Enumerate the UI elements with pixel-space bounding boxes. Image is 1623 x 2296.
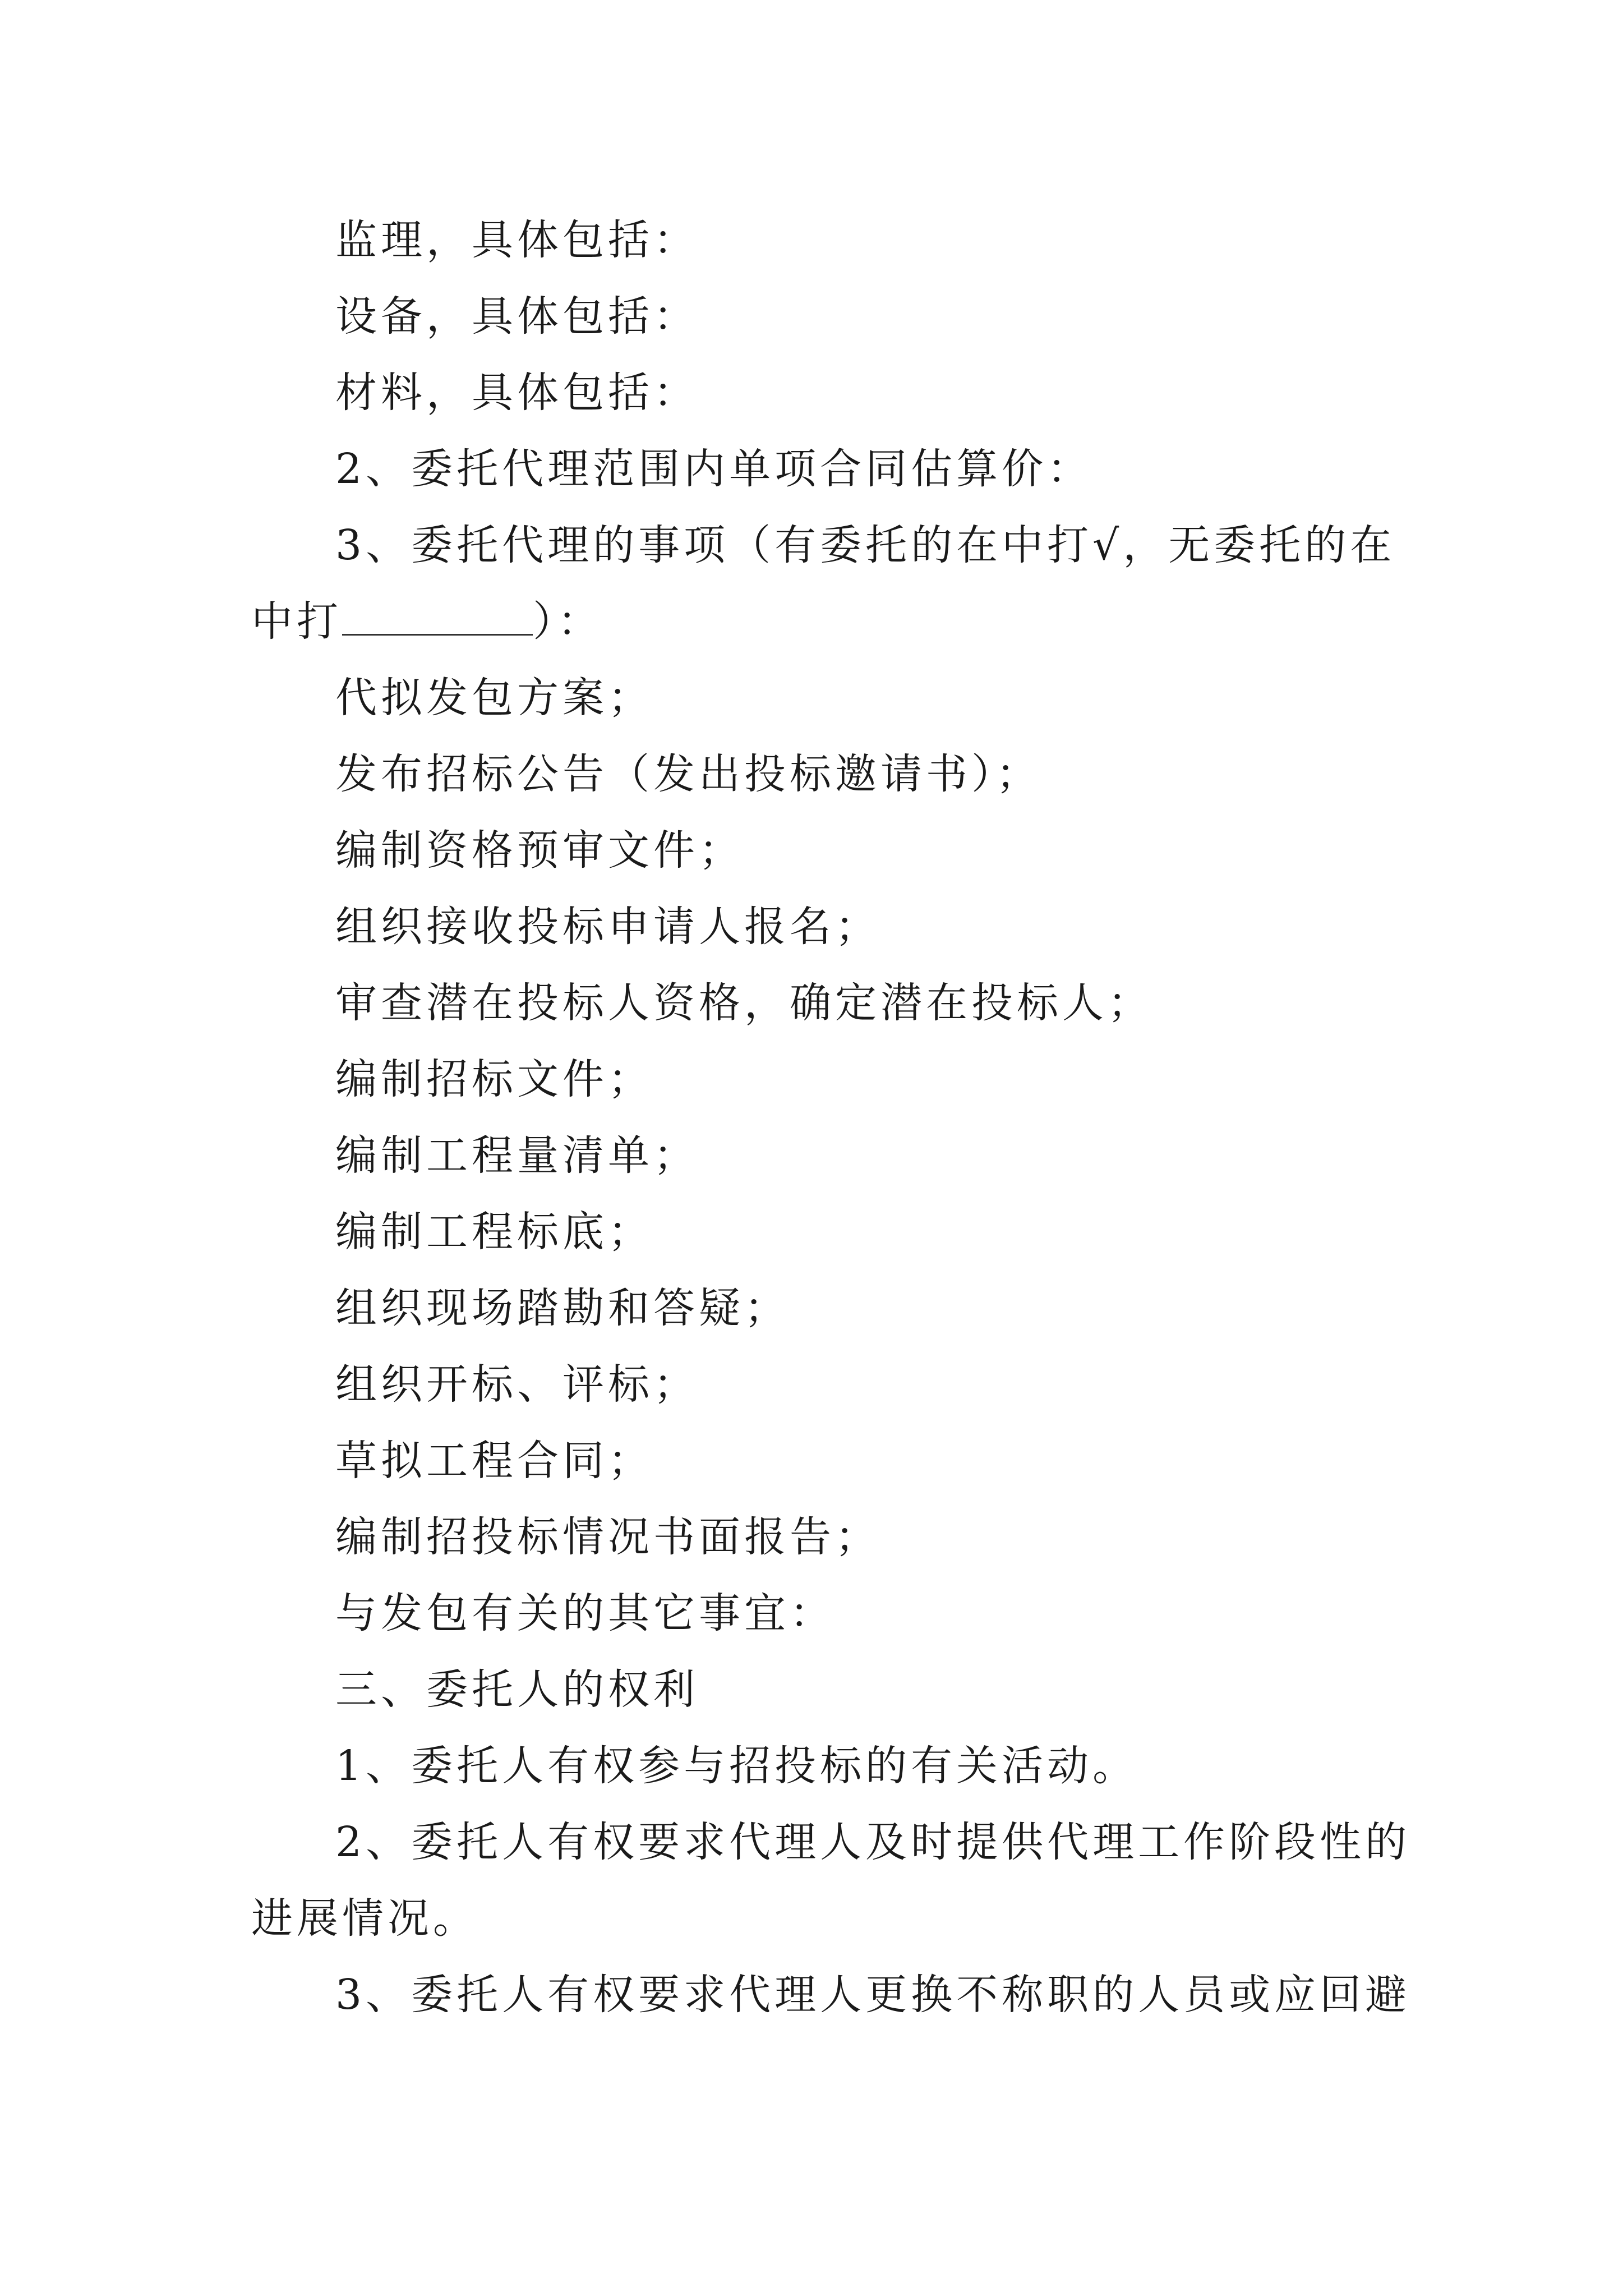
list-item: 代拟发包方案； <box>335 674 653 722</box>
matters-continued-text: 中打 <box>251 597 342 646</box>
paragraph-supervision: 监理，具体包括： <box>335 216 699 264</box>
document-body <box>251 202 1411 2033</box>
list-item: 组织开标、评标； <box>335 1360 699 1409</box>
paragraph-estimate: 2、委托代理范围内单项合同估算价： <box>335 445 1093 493</box>
paragraph-right-3: 3、委托人有权要求代理人更换不称职的人员或应回避 <box>335 1971 1411 2019</box>
paragraph-right-2-continued: 进展情况。 <box>251 1894 478 1943</box>
section-heading: 三、委托人的权利 <box>335 1665 699 1714</box>
paragraph-matters: 3、委托代理的事项（有委托的在中打√，无委托的在 <box>335 521 1396 569</box>
paragraph-equipment: 设备，具体包括： <box>335 292 699 341</box>
paragraph-right-2: 2、委托人有权要求代理人及时提供代理工作阶段性的 <box>335 1818 1411 1866</box>
paragraph-matters-continued <box>251 583 1390 660</box>
list-item: 审查潜在投标人资格，确定潜在投标人； <box>335 979 1153 1027</box>
list-item: 编制资格预审文件； <box>335 826 744 875</box>
list-item: 编制工程标底； <box>335 1208 653 1256</box>
list-item: 与发包有关的其它事宜： <box>335 1589 835 1637</box>
list-item: 编制招投标情况书面报告； <box>335 1513 880 1561</box>
matters-continued-end: ）： <box>533 597 603 646</box>
blank-underline <box>342 600 533 636</box>
list-item: 发布招标公告（发出投标邀请书）； <box>335 750 1041 798</box>
list-item: 组织接收投标申请人报名； <box>335 903 880 951</box>
list-item: 编制招标文件； <box>335 1055 653 1103</box>
paragraph-right-1: 1、委托人有权参与招投标的有关活动。 <box>335 1742 1138 1790</box>
paragraph-materials: 材料，具体包括： <box>335 369 699 417</box>
list-item: 草拟工程合同； <box>335 1437 653 1485</box>
list-item: 组织现场踏勘和答疑； <box>335 1284 790 1332</box>
list-item: 编制工程量清单； <box>335 1131 699 1180</box>
